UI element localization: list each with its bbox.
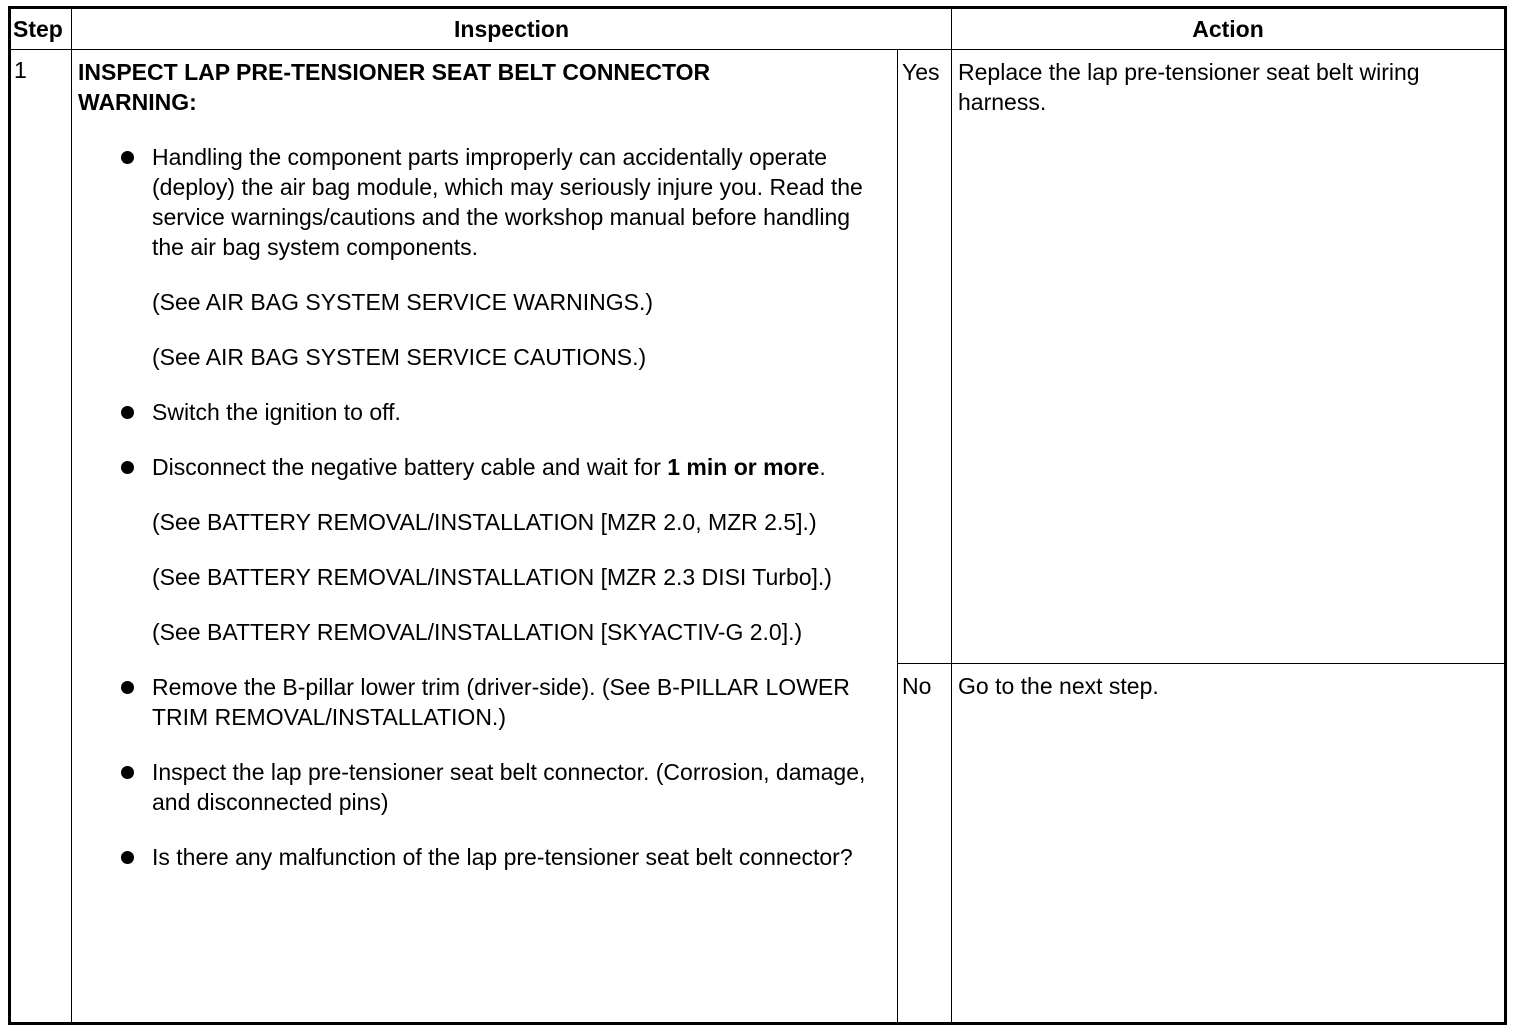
reference-link: (See AIR BAG SYSTEM SERVICE WARNINGS.) xyxy=(152,289,654,315)
list-item xyxy=(78,142,867,372)
inspection-list xyxy=(78,142,867,872)
header-row xyxy=(10,8,1506,50)
header-inspection: Inspection xyxy=(72,8,952,50)
item-text-end: . xyxy=(819,454,826,480)
item-text: Handling the component parts improperly can accidentally operate (deploy) the air bag module, which may seriously injure you. Read the service warnings/cautions and the workshop manual before handling the air bag system components. xyxy=(152,144,863,260)
inspection-title-line1: INSPECT LAP PRE-TENSIONER SEAT BELT CONNECTOR xyxy=(78,59,711,85)
action-yes: Replace the lap pre-tensioner seat belt wiring harness. xyxy=(952,50,1506,664)
inspection-table xyxy=(8,6,1507,1025)
item-text: Inspect the lap pre-tensioner seat belt connector. (Corrosion, damage, and disconnected pins) xyxy=(152,759,866,815)
step-row-yes xyxy=(10,50,1506,664)
item-text: Switch the ignition to off. xyxy=(152,399,401,425)
list-item xyxy=(78,397,867,427)
reference-link: (See AIR BAG SYSTEM SERVICE CAUTIONS.) xyxy=(152,344,647,370)
reference-link: (See BATTERY REMOVAL/INSTALLATION [MZR 2.3 DISI Turbo].) xyxy=(152,564,832,590)
item-text-bold: 1 min or more xyxy=(667,454,820,480)
bullet-icon xyxy=(121,406,134,419)
bullet-icon xyxy=(121,851,134,864)
list-item xyxy=(78,757,867,817)
item-text: Is there any malfunction of the lap pre-tensioner seat belt connector? xyxy=(152,844,853,870)
inspection-title xyxy=(78,57,867,117)
bullet-icon xyxy=(121,151,134,164)
header-action: Action xyxy=(952,8,1506,50)
list-item xyxy=(78,452,867,647)
list-item xyxy=(78,842,867,872)
item-text: Remove the B-pillar lower trim (driver-side). (See B-PILLAR LOWER TRIM REMOVAL/INSTALLATION.) xyxy=(152,674,850,730)
answer-yes: Yes xyxy=(898,50,952,664)
warning-label: WARNING: xyxy=(78,89,197,115)
bullet-icon xyxy=(121,681,134,694)
step-number: 1 xyxy=(10,50,72,1024)
reference-link: (See BATTERY REMOVAL/INSTALLATION [MZR 2.0, MZR 2.5].) xyxy=(152,509,817,535)
reference-link: (See BATTERY REMOVAL/INSTALLATION [SKYACTIV-G 2.0].) xyxy=(152,619,803,645)
bullet-icon xyxy=(121,766,134,779)
header-step: Step xyxy=(10,8,72,50)
answer-no: No xyxy=(898,664,952,1024)
list-item xyxy=(78,672,867,732)
inspection-cell xyxy=(72,50,898,1024)
bullet-icon xyxy=(121,461,134,474)
item-text: Disconnect the negative battery cable and wait for xyxy=(152,454,668,480)
action-no: Go to the next step. xyxy=(952,664,1506,1024)
